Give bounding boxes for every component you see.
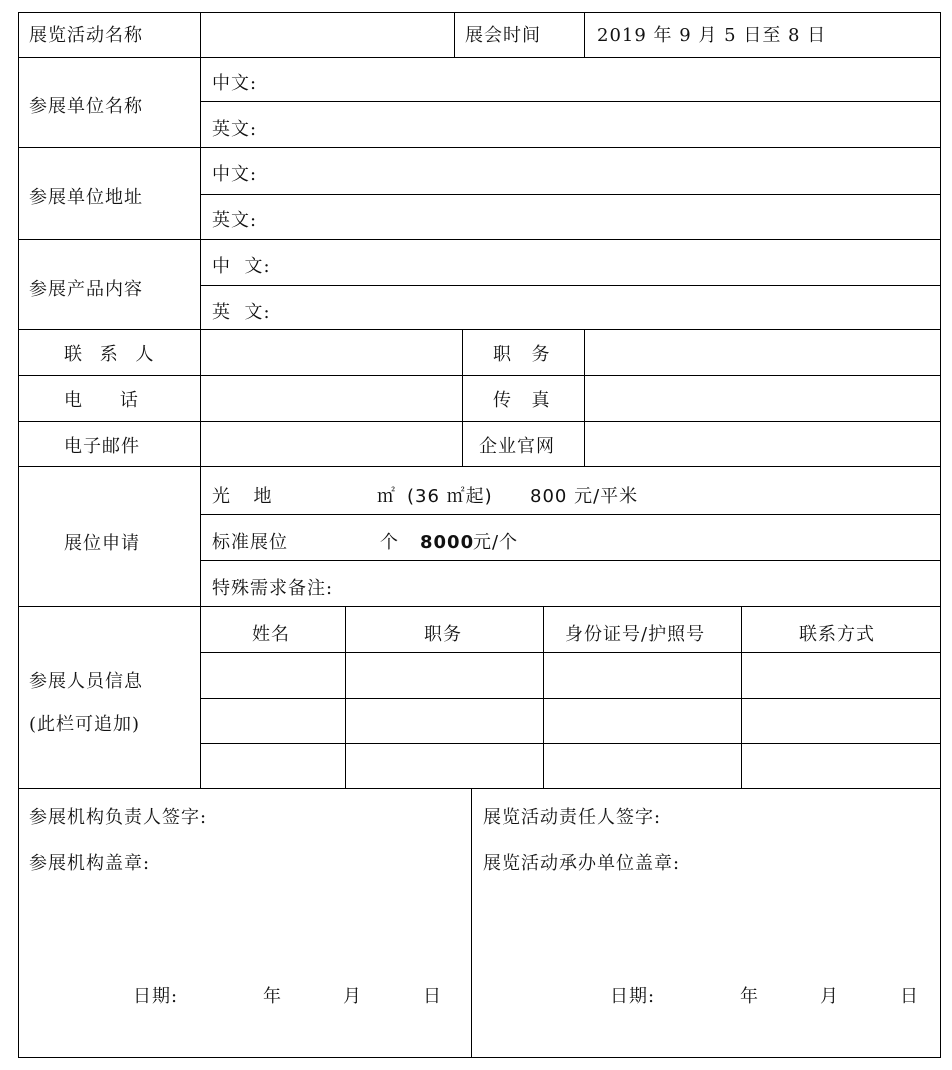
left-date-label: 日期: bbox=[133, 986, 179, 1007]
staff-cell[interactable] bbox=[545, 745, 740, 787]
row-divider bbox=[18, 466, 941, 467]
exhibitor-address-cn-field[interactable]: 中文: bbox=[212, 164, 258, 185]
staff-cell[interactable] bbox=[545, 654, 740, 697]
staff-cell[interactable] bbox=[545, 700, 740, 742]
column-divider bbox=[543, 606, 544, 788]
row-divider bbox=[200, 560, 941, 561]
exhibitor-address-en-field[interactable]: 英文: bbox=[212, 210, 258, 231]
exhibitor-seal-label: 参展机构盖章: bbox=[29, 853, 151, 874]
fax-label: 传 真 bbox=[493, 390, 553, 411]
column-divider bbox=[584, 329, 585, 466]
website-field[interactable] bbox=[586, 423, 939, 465]
column-divider bbox=[345, 606, 346, 788]
row-divider bbox=[18, 375, 941, 376]
column-divider bbox=[462, 329, 463, 466]
exhibitor-name-cn-field[interactable]: 中文: bbox=[212, 73, 258, 94]
contact-label: 联 系 人 bbox=[64, 344, 160, 365]
staff-column-name: 姓名 bbox=[252, 624, 290, 645]
event-name-field[interactable] bbox=[202, 14, 452, 56]
staff-cell[interactable] bbox=[202, 745, 344, 787]
row-divider bbox=[18, 329, 941, 330]
staff-column-id: 身份证号/护照号 bbox=[565, 624, 706, 645]
products-cn-field[interactable]: 中 文: bbox=[212, 256, 271, 277]
row-divider bbox=[200, 285, 941, 286]
phone-label: 电 话 bbox=[64, 390, 141, 411]
standard-booth-price-unit: 元/个 bbox=[473, 532, 519, 553]
event-time-label: 展会时间 bbox=[465, 25, 541, 46]
standard-booth-label: 标准展位 bbox=[212, 532, 288, 553]
column-divider bbox=[741, 606, 742, 788]
booth-application-label: 展位申请 bbox=[64, 533, 140, 554]
raw-space-label: 光 地 bbox=[212, 486, 276, 507]
row-divider bbox=[200, 698, 941, 699]
event-name-label: 展览活动名称 bbox=[29, 25, 143, 46]
products-en-field[interactable]: 英 文: bbox=[212, 302, 271, 323]
staff-cell[interactable] bbox=[202, 654, 344, 697]
raw-space-minimum: (36 ㎡起) bbox=[407, 486, 493, 507]
staff-cell[interactable] bbox=[347, 654, 542, 697]
right-date-year: 年 bbox=[740, 986, 759, 1007]
column-divider bbox=[200, 12, 201, 788]
staff-cell[interactable] bbox=[743, 654, 939, 697]
left-date-month: 月 bbox=[343, 986, 362, 1007]
row-divider bbox=[18, 239, 941, 240]
row-divider bbox=[18, 788, 941, 789]
position-label: 职 务 bbox=[493, 344, 553, 365]
standard-booth-price-number: 8000 bbox=[420, 532, 475, 553]
row-divider bbox=[200, 101, 941, 102]
row-divider bbox=[18, 147, 941, 148]
row-divider bbox=[200, 194, 941, 195]
row-divider bbox=[18, 606, 941, 607]
left-date-year: 年 bbox=[263, 986, 282, 1007]
right-date-label: 日期: bbox=[610, 986, 656, 1007]
staff-cell[interactable] bbox=[743, 745, 939, 787]
email-field[interactable] bbox=[202, 423, 460, 465]
event-time-value: 2019 年 9 月 5 日至 8 日 bbox=[597, 25, 827, 46]
staff-cell[interactable] bbox=[347, 700, 542, 742]
organizer-seal-label: 展览活动承办单位盖章: bbox=[483, 853, 681, 874]
staff-info-note: (此栏可追加) bbox=[29, 714, 141, 735]
staff-column-position: 职务 bbox=[424, 624, 462, 645]
row-divider bbox=[18, 57, 941, 58]
exhibitor-head-signature-label: 参展机构负责人签字: bbox=[29, 807, 208, 828]
staff-cell[interactable] bbox=[743, 700, 939, 742]
column-divider bbox=[584, 12, 585, 57]
row-divider bbox=[200, 743, 941, 744]
standard-booth-unit: 个 bbox=[380, 532, 399, 553]
column-divider bbox=[454, 12, 455, 57]
staff-cell[interactable] bbox=[347, 745, 542, 787]
column-divider bbox=[471, 788, 472, 1058]
raw-space-price: 800 元/平米 bbox=[530, 486, 639, 507]
right-date-month: 月 bbox=[820, 986, 839, 1007]
special-remarks-label: 特殊需求备注: bbox=[212, 578, 334, 599]
event-head-signature-label: 展览活动责任人签字: bbox=[483, 807, 662, 828]
staff-info-label: 参展人员信息 bbox=[29, 671, 143, 692]
products-label: 参展产品内容 bbox=[29, 279, 143, 300]
position-field[interactable] bbox=[586, 331, 939, 374]
exhibitor-address-label: 参展单位地址 bbox=[29, 187, 143, 208]
right-date-day: 日 bbox=[900, 986, 919, 1007]
row-divider bbox=[200, 514, 941, 515]
exhibitor-name-label: 参展单位名称 bbox=[29, 96, 143, 117]
email-label: 电子邮件 bbox=[64, 436, 140, 457]
staff-cell[interactable] bbox=[202, 700, 344, 742]
website-label: 企业官网 bbox=[479, 436, 555, 457]
raw-space-unit: ㎡ bbox=[377, 486, 396, 507]
row-divider bbox=[18, 421, 941, 422]
phone-field[interactable] bbox=[202, 377, 460, 420]
exhibitor-name-en-field[interactable]: 英文: bbox=[212, 119, 258, 140]
row-divider bbox=[200, 652, 941, 653]
staff-column-contact: 联系方式 bbox=[799, 624, 875, 645]
contact-field[interactable] bbox=[202, 331, 460, 374]
left-date-day: 日 bbox=[423, 986, 442, 1007]
fax-field[interactable] bbox=[586, 377, 939, 420]
